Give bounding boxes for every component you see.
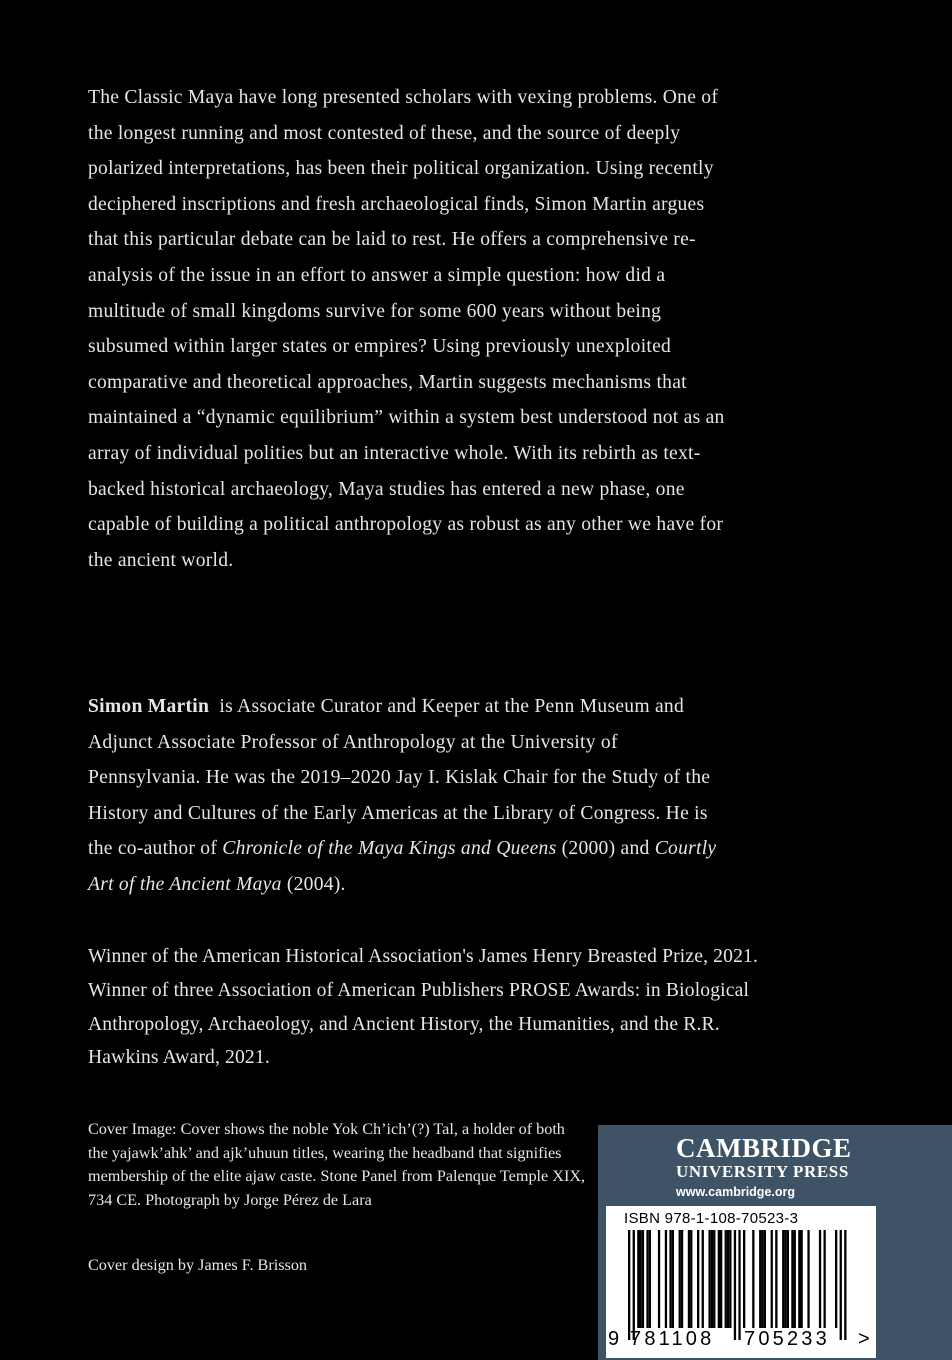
barcode-bar: [798, 1230, 800, 1328]
publisher-panel: [598, 1125, 952, 1360]
barcode-bar: [782, 1230, 784, 1328]
barcode-guard-bar: [738, 1230, 740, 1340]
barcode-bar: [702, 1230, 704, 1328]
barcode-right-group: 705233: [744, 1328, 830, 1350]
book-title-chronicle: Chronicle of the Maya Kings and Queens: [222, 838, 557, 860]
book-title-courtly-art: Courtly Art of the Ancient Maya: [88, 838, 717, 895]
barcode-bar: [690, 1230, 692, 1328]
author-bio: [88, 689, 728, 903]
award-line-4: Hawkins Award, 2021.: [88, 1047, 270, 1069]
barcode-bar: [759, 1230, 761, 1328]
barcode-guard-bar: [628, 1230, 630, 1340]
publisher-url: www.cambridge.org: [676, 1185, 796, 1199]
barcode-quiet-zone-arrow: >: [858, 1328, 870, 1350]
bio-text-3: (2004).: [281, 873, 346, 895]
barcode-bar: [681, 1230, 683, 1328]
barcode-bar: [669, 1230, 671, 1328]
barcode-bar: [835, 1230, 837, 1328]
barcode-bar: [649, 1230, 651, 1328]
barcode-bar: [679, 1230, 681, 1328]
barcode-bar: [718, 1230, 720, 1328]
barcode-bar: [752, 1230, 754, 1328]
barcode-bar: [794, 1230, 796, 1328]
author-name: Simon Martin: [88, 696, 210, 717]
award-line-2: Winner of three Association of American Publishers PROSE Awards: in Biological: [88, 979, 750, 1001]
back-cover-blurb: The Classic Maya have long presented scholars with vexing problems. One of the longest running and most contested of these, and the source of deeply polarized interpretations, has been their political organization. Using recently deciphered inscriptions and fresh archaeological finds, Simon Martin argues that this particular debate can be laid to rest. He offers a comprehensive re-analysis of the issue in an effort to answer a simple question: how did a multitude of small kingdoms survive for some 600 years without being subsumed within larger states or empires? Using previously unexploited comparative and theoretical approaches, Martin suggests mechanisms that maintained a “dynamic equilibrium” within a system best understood not as an array of individual polities but an interactive whole. With its rebirth as text-backed historical archaeology, Maya studies has entered a new phase, one capable of building a political anthropology as robust as any other we have for the ancient world.: [88, 87, 725, 571]
barcode-bar: [743, 1230, 745, 1328]
barcode-bar: [819, 1230, 821, 1328]
barcode-bar: [688, 1230, 690, 1328]
isbn-label: ISBN 978-1-108-70523-3: [624, 1210, 799, 1227]
barcode-bar: [672, 1230, 674, 1328]
barcode-bar: [665, 1230, 667, 1328]
barcode-guard-bar: [734, 1230, 736, 1340]
barcode-digits: [606, 1326, 876, 1352]
publisher-logo-name: CAMBRIDGE: [676, 1133, 852, 1163]
barcode-bar: [725, 1230, 727, 1328]
barcode-bar: [791, 1230, 793, 1328]
barcode-bar: [807, 1230, 809, 1328]
barcode-bar: [658, 1230, 660, 1328]
barcode-bar: [709, 1230, 711, 1328]
barcode-bar: [727, 1230, 729, 1328]
award-line-1: Winner of the American Historical Association's James Henry Breasted Prize, 2021.: [88, 946, 759, 967]
barcode-first-digit: 9: [608, 1328, 620, 1350]
cover-image-caption: Cover Image: Cover shows the noble Yok Ch’ich’(?) Tal, a holder of both the yajawk’ahk’ and ajk’uhuun titles, wearing the headband that signifies membership of the elite ajaw caste. Stone Panel from Palenque Temple XIX, 734 CE. Photograph by Jorge Pérez de Lara: [88, 1120, 586, 1210]
barcode-bar: [784, 1230, 786, 1328]
bio-text-1: is Associate Curator and Keeper at the Penn Museum and Adjunct Associate Professor of Anthropology at the University of Pennsylvania. He was the 2019–2020 Jay I. Kislak Chair for the Study of the History and Cultures of the Early Americas at the Library of Congress. He is the co-author of: [88, 696, 711, 860]
barcode-bar: [824, 1230, 826, 1328]
barcode-bar: [801, 1230, 803, 1328]
barcode-bar: [640, 1230, 642, 1328]
barcode-bar: [642, 1230, 644, 1328]
barcode-left-group: 781108: [630, 1328, 715, 1350]
isbn-barcode: [606, 1206, 876, 1358]
barcode-bar: [787, 1230, 789, 1328]
barcode-guard-bar: [840, 1230, 842, 1340]
cover-design-credit: Cover design by James F. Brisson: [88, 1256, 308, 1274]
barcode-bar: [646, 1230, 648, 1328]
barcode-bar: [720, 1230, 722, 1328]
barcode-bar: [697, 1230, 699, 1328]
barcode-guard-bar: [844, 1230, 846, 1340]
barcode-bar: [637, 1230, 639, 1328]
barcode-bar: [761, 1230, 763, 1328]
barcode-bar: [713, 1230, 715, 1328]
bio-text-2: (2000) and: [556, 838, 655, 860]
barcode-bar: [771, 1230, 773, 1328]
awards: [88, 940, 868, 1075]
barcode-bar: [729, 1230, 731, 1328]
barcode-bar: [775, 1230, 777, 1328]
barcode-bar: [711, 1230, 713, 1328]
publisher-logo-press: UNIVERSITY PRESS: [676, 1162, 849, 1181]
award-line-3: Anthropology, Archaeology, and Ancient History, the Humanities, and the R.R.: [88, 1013, 720, 1035]
barcode-bar: [764, 1230, 766, 1328]
barcode-guard-bar: [633, 1230, 635, 1340]
